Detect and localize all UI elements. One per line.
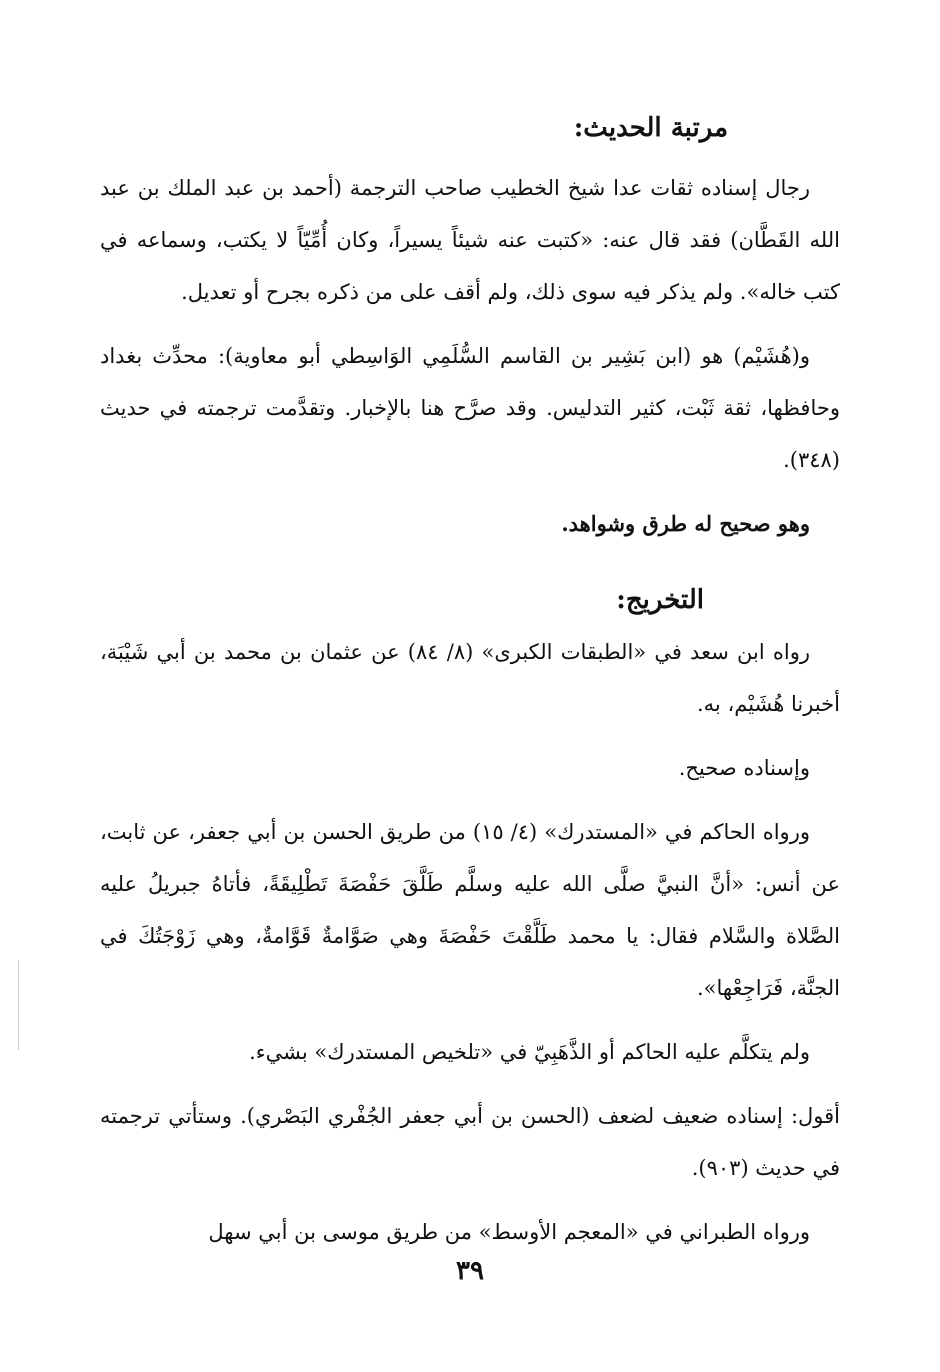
paragraph-tabarani: ورواه الطبراني في «المعجم الأوسط» من طريق موسى بن أبي سهل xyxy=(208,1220,810,1244)
paragraph-narrators: رجال إسناده ثقات عدا شيخ الخطيب صاحب الترجمة (أحمد بن عبد الملك بن عبد الله القَطَّان) فقد قال عنه: «كتبت عنه شيئاً يسيراً، وكان أُمِّيّاً لا يكتب، وسماعه في كتب خاله». ولم يذكر فيه سوى ذلك، ولم أقف على من ذكره بجرح أو تعديل. xyxy=(100,176,840,304)
scan-edge-line xyxy=(18,960,19,1050)
paragraph-dhahabi: ولم يتكلَّم عليه الحاكم أو الذَّهَبِيّ في «تلخيص المستدرك» بشيء. xyxy=(249,1040,810,1064)
section-heading-hadith-rank: مرتبة الحديث: xyxy=(573,113,728,143)
paragraph-aqool: أقول: إسناده ضعيف لضعف (الحسن بن أبي جعفر الجُفْري البَصْري). وستأتي ترجمته في حديث (٩٠٣). xyxy=(100,1104,840,1180)
paragraph-hakim: ورواه الحاكم في «المستدرك» (٤/ ١٥) من طريق الحسن بن أبي جعفر، عن ثابت، عن أنس: «أنَّ النبيَّ صلَّى الله عليه وسلَّم طَلَّقَ حَفْصَةَ تَطْلِيقَةً، فأتاهُ جبريلُ عليه الصَّلاة والسَّلام فقال: يا محمد طَلَّقْتَ حَفْصَةَ وهي صَوَّامةٌ قَوَّامةٌ، وهي زَوْجَتُكَ في الجنَّة، فَرَاجِعْها». xyxy=(100,820,840,1000)
section-heading-takhrij: التخريج: xyxy=(616,585,704,615)
page-number: ٣٩ xyxy=(456,1256,484,1286)
paragraph-verdict: وهو صحيح له طرق وشواهد. xyxy=(561,511,810,536)
paragraph-hushaym: و(هُشَيْم) هو (ابن بَشِير بن القاسم السُّلَمِي الوَاسِطي أبو معاوية): محدِّث بغداد وحافظها، ثقة ثَبْت، كثير التدليس. وقد صرَّح هنا بالإخبار. وتقدَّمت ترجمته في حديث (٣٤٨). xyxy=(100,344,840,472)
paragraph-isnad-sahih: وإسناده صحيح. xyxy=(678,756,810,780)
paragraph-ibn-saad: رواه ابن سعد في «الطبقات الكبرى» (٨/ ٨٤) عن عثمان بن محمد بن أبي شَيْبَة، أخبرنا هُشَيْم، به. xyxy=(100,640,840,716)
page-body xyxy=(100,108,840,1270)
